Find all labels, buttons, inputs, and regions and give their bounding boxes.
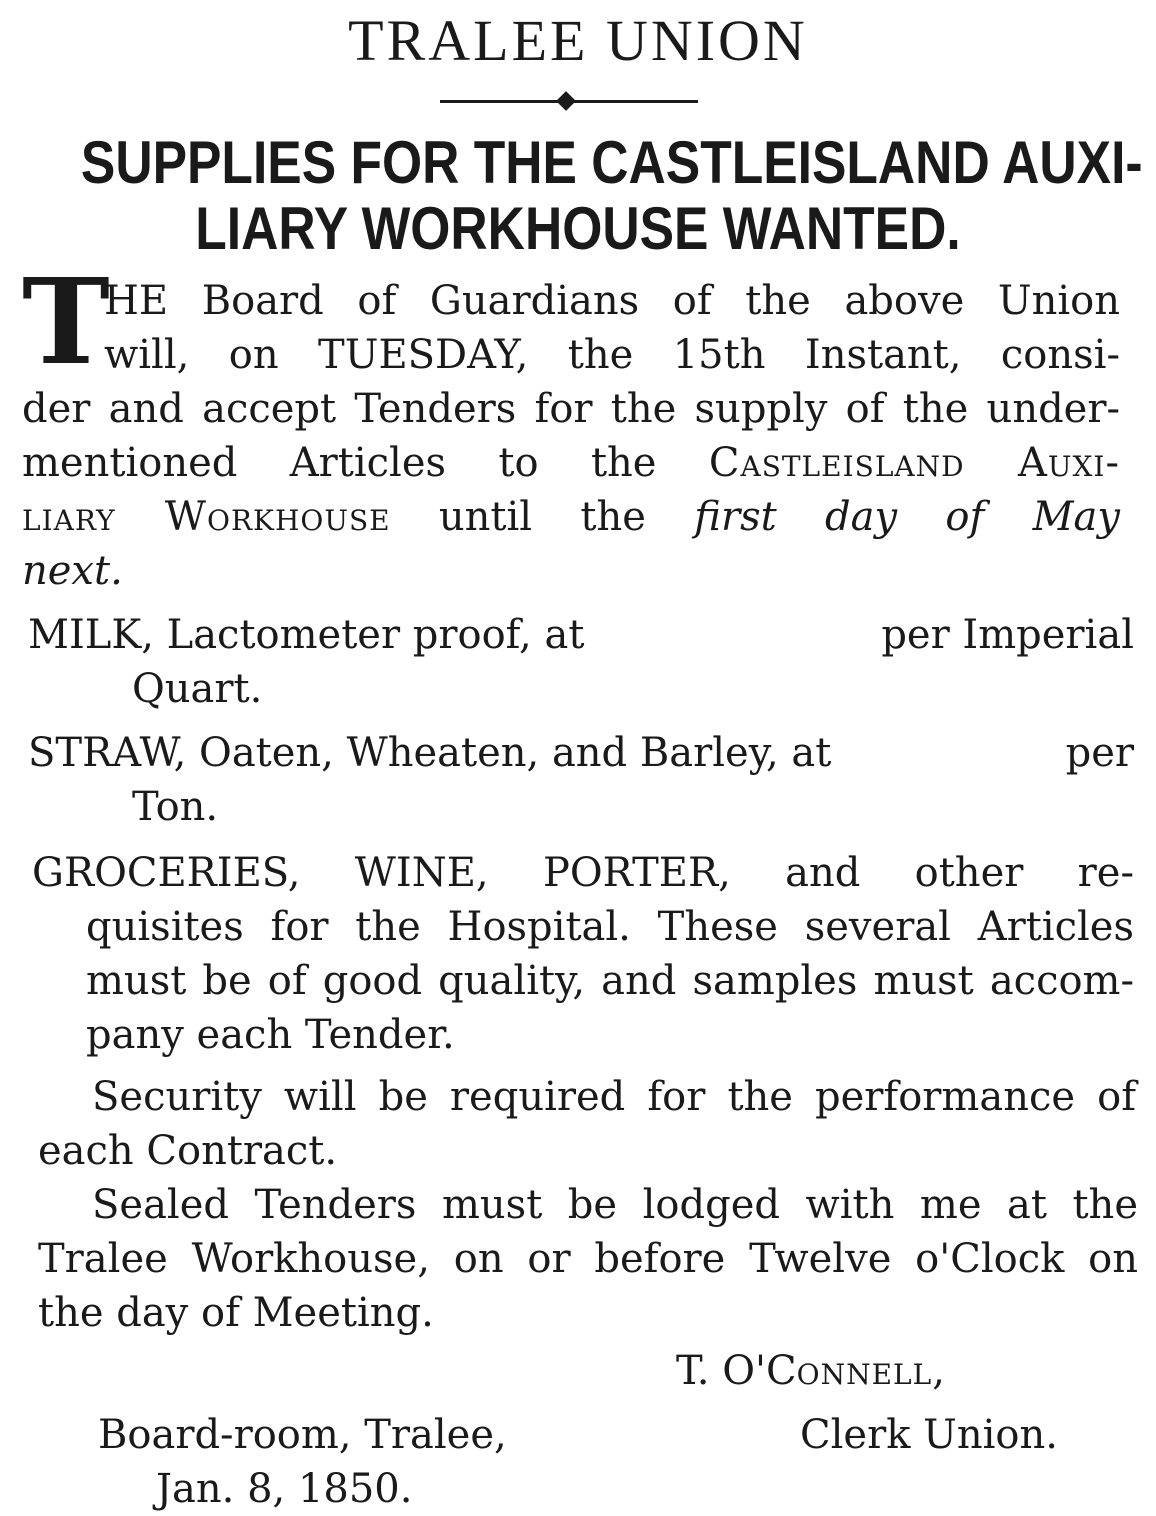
security-line-1: Security will be required for the performance of bbox=[92, 1074, 1136, 1120]
headline-line-2: LIARY WORKHOUSE WANTED. bbox=[195, 195, 961, 262]
masthead-title: TRALEE UNION bbox=[348, 8, 808, 73]
dateline-place: Board-room, Tralee, bbox=[98, 1412, 507, 1458]
intro-line-4 bbox=[22, 436, 1120, 490]
straw-row bbox=[28, 726, 1134, 780]
first-day-of-may-italic: first day of May bbox=[694, 494, 1120, 540]
security-line-2: each Contract. bbox=[38, 1128, 338, 1174]
sealed-continuation bbox=[38, 1232, 1138, 1340]
castleisland-smallcaps: Castleisland Auxi- bbox=[708, 440, 1120, 486]
intro-first-lines bbox=[104, 274, 1120, 382]
security-continuation bbox=[38, 1124, 1136, 1178]
groceries-line-4: pany each Tender. bbox=[86, 1012, 455, 1058]
milk-unit: per Imperial bbox=[881, 612, 1134, 658]
groceries-continuation bbox=[86, 900, 1134, 1062]
sealed-line-2: Tralee Workhouse, on or before Twelve o'Clock on bbox=[38, 1236, 1138, 1282]
dateline-date: Jan. 8, 1850. bbox=[156, 1466, 413, 1512]
groceries-line-2: quisites for the Hospital. These several Articles bbox=[86, 904, 1134, 950]
straw-description: Oaten, Wheaten, and Barley, at bbox=[186, 730, 832, 776]
milk-row bbox=[28, 608, 1134, 662]
intro-line-4-text: mentioned Articles to the bbox=[22, 440, 709, 486]
intro-line-2: will, on TUESDAY, the 15th Instant, consi- bbox=[104, 332, 1120, 378]
signatory-name-rest: onnell, bbox=[796, 1348, 946, 1394]
milk-text bbox=[28, 608, 584, 662]
intro-line-1: HE Board of Guardians of the above Union bbox=[104, 278, 1120, 324]
straw-title: STRAW, bbox=[28, 730, 187, 776]
milk-item bbox=[28, 608, 1134, 716]
sealed-paragraph bbox=[92, 1178, 1138, 1232]
headline-line-1: SUPPLIES FOR THE CASTLEISLAND AUXI- bbox=[80, 129, 1143, 196]
signatory-name bbox=[676, 1344, 946, 1398]
milk-title: MILK, bbox=[28, 612, 154, 658]
straw-unit: per bbox=[1065, 730, 1134, 776]
straw-item bbox=[28, 726, 1134, 834]
drop-cap: T bbox=[22, 252, 110, 391]
intro-line-3: der and accept Tenders for the supply of the under- bbox=[22, 386, 1120, 432]
rule-diamond-ornament bbox=[556, 91, 576, 111]
sealed-line-1: Sealed Tenders must be lodged with me at the bbox=[92, 1182, 1138, 1228]
intro-paragraph bbox=[22, 382, 1120, 598]
intro-line-5-text: until the bbox=[390, 494, 695, 540]
straw-continuation: Ton. bbox=[132, 784, 219, 830]
groceries-item bbox=[32, 846, 1134, 900]
intro-line-5 bbox=[22, 490, 1120, 544]
groceries-line-1: GROCERIES, WINE, PORTER, and other re- bbox=[32, 850, 1134, 896]
groceries-line-3: must be of good quality, and samples must accom- bbox=[86, 958, 1134, 1004]
signatory-title: Clerk Union. bbox=[800, 1412, 1058, 1458]
intro-line-6: next. bbox=[22, 548, 123, 594]
signatory-name-initial: T. O'C bbox=[676, 1348, 797, 1394]
ornamental-rule bbox=[440, 96, 698, 106]
milk-continuation: Quart. bbox=[132, 666, 263, 712]
straw-text bbox=[28, 726, 831, 780]
milk-description: Lactometer proof, at bbox=[153, 612, 585, 658]
sealed-line-3: the day of Meeting. bbox=[38, 1290, 434, 1336]
security-paragraph bbox=[92, 1070, 1136, 1124]
workhouse-smallcaps: liary Workhouse bbox=[22, 494, 391, 540]
headline bbox=[80, 129, 1143, 262]
